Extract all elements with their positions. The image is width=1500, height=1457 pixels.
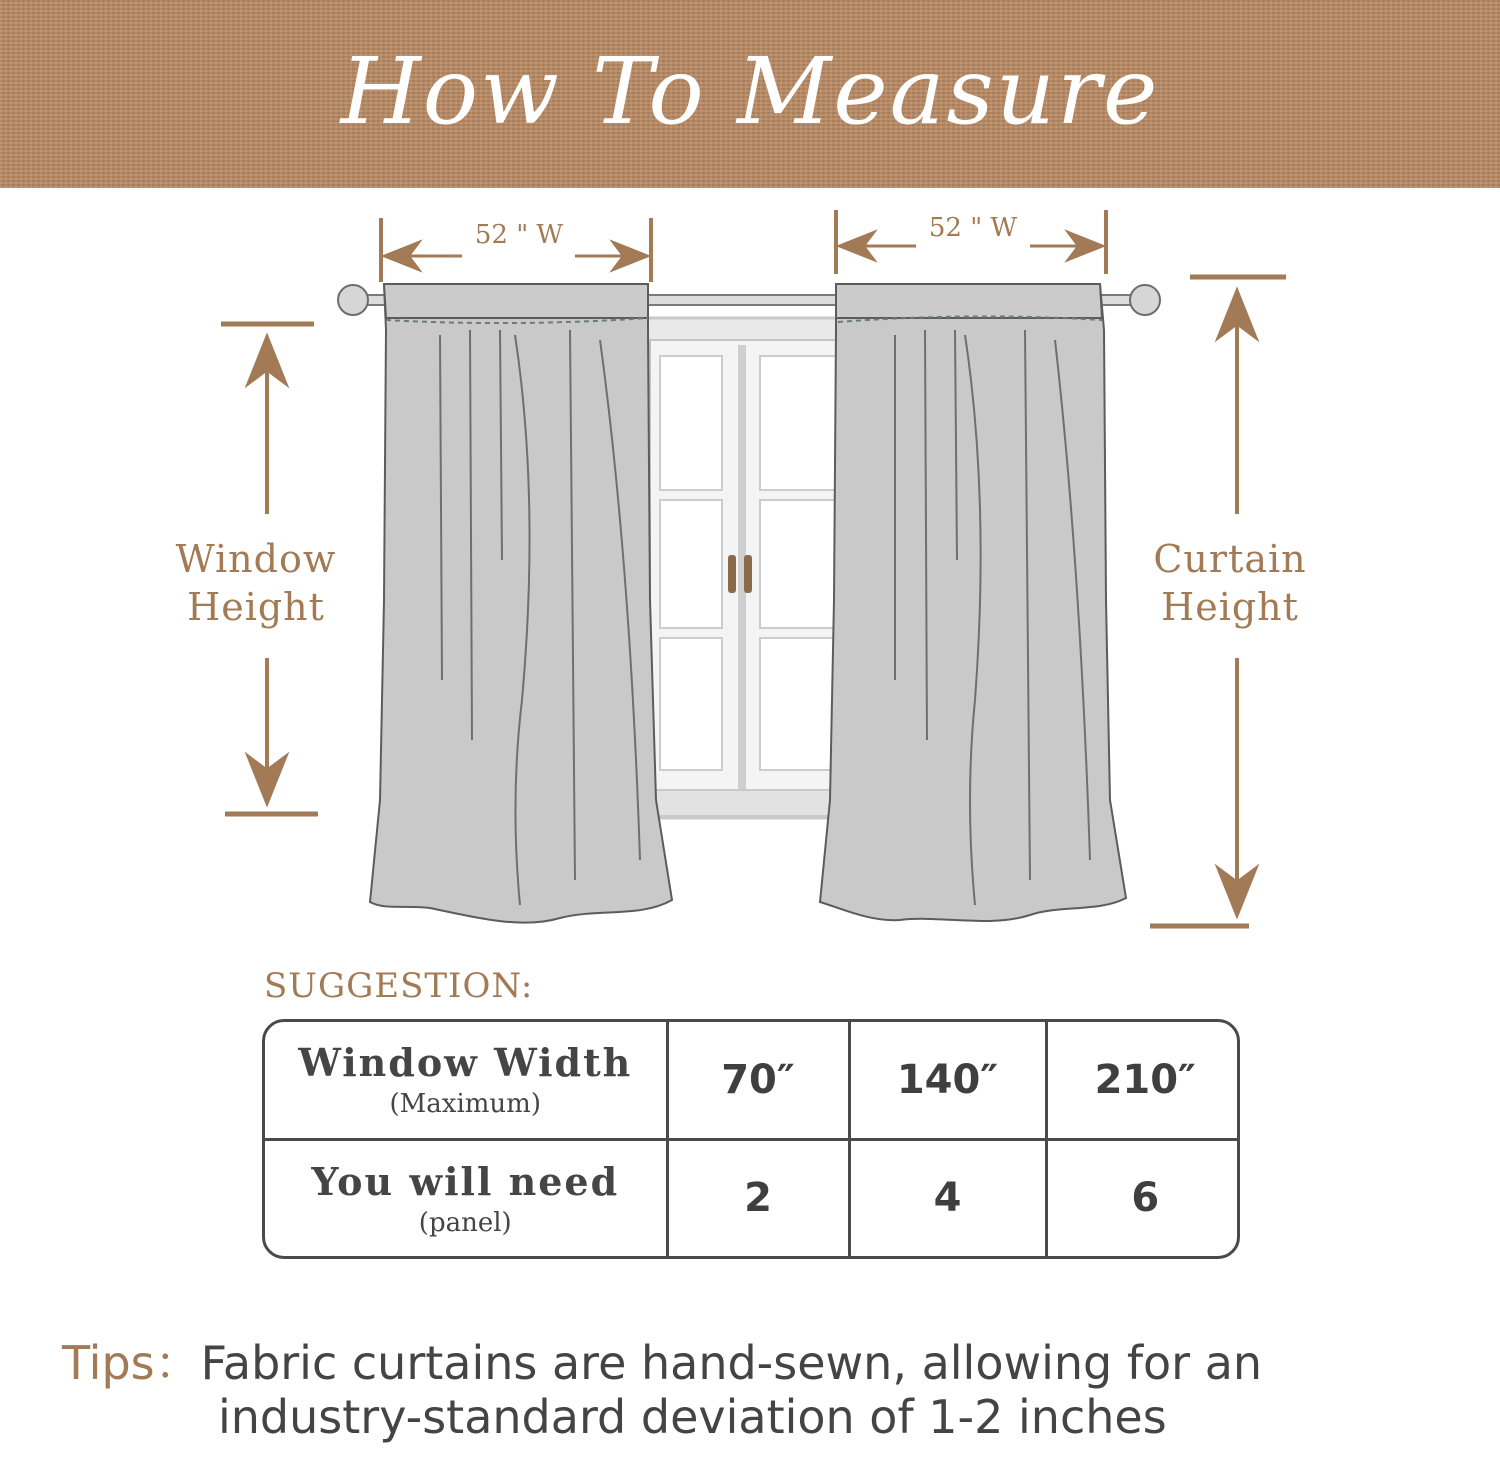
row-label: Window Width [298,1040,633,1086]
row-header-window-width [265,1022,667,1139]
suggestion-heading: SUGGESTION: [264,966,534,1006]
table-cell [1046,1139,1240,1256]
window-illustration [640,318,850,818]
cell-value: 4 [933,1175,962,1222]
cell-value: 6 [1131,1175,1160,1222]
header-banner [0,0,1500,188]
table-cell [667,1022,849,1139]
curtain-height-label-line2: Height [1161,585,1299,629]
tips-line1: Fabric curtains are hand-sewn, allowing for an [200,1336,1263,1390]
curtain-height-label-line1: Curtain [1153,537,1307,581]
right-curtain-panel [820,284,1126,921]
right-width-dimension [836,210,1106,274]
tips-label: Tips： [62,1336,201,1390]
cell-value: 70″ [721,1056,795,1103]
row-header-you-will-need [265,1139,667,1256]
window-handle-icon [728,555,736,593]
row-sublabel: (Maximum) [389,1089,541,1120]
cell-value: 2 [744,1175,772,1222]
table-cell [849,1139,1046,1256]
table-row [265,1139,1240,1256]
row-label: You will need [311,1158,620,1204]
left-width-dimension [381,218,651,282]
cell-value: 140″ [896,1056,999,1103]
row-sublabel: (panel) [418,1207,512,1238]
tips-note [62,1336,1482,1444]
table-cell [667,1139,849,1256]
window-height-label-line2: Height [187,585,325,629]
cell-value: 210″ [1094,1056,1196,1103]
table-cell [849,1022,1046,1139]
curtain-height-label [1140,535,1320,631]
left-curtain-panel [370,284,672,923]
suggestion-table [262,1019,1240,1259]
window-height-label-line1: Window [175,537,337,581]
left-width-label: 52 " W [474,220,564,250]
table-cell [1046,1022,1240,1139]
page-title: How To Measure [340,37,1160,145]
right-width-label: 52 " W [928,213,1018,243]
window-height-label [166,535,346,631]
tips-line2: industry-standard deviation of 1-2 inches [218,1390,1167,1444]
table-row [265,1022,1240,1139]
